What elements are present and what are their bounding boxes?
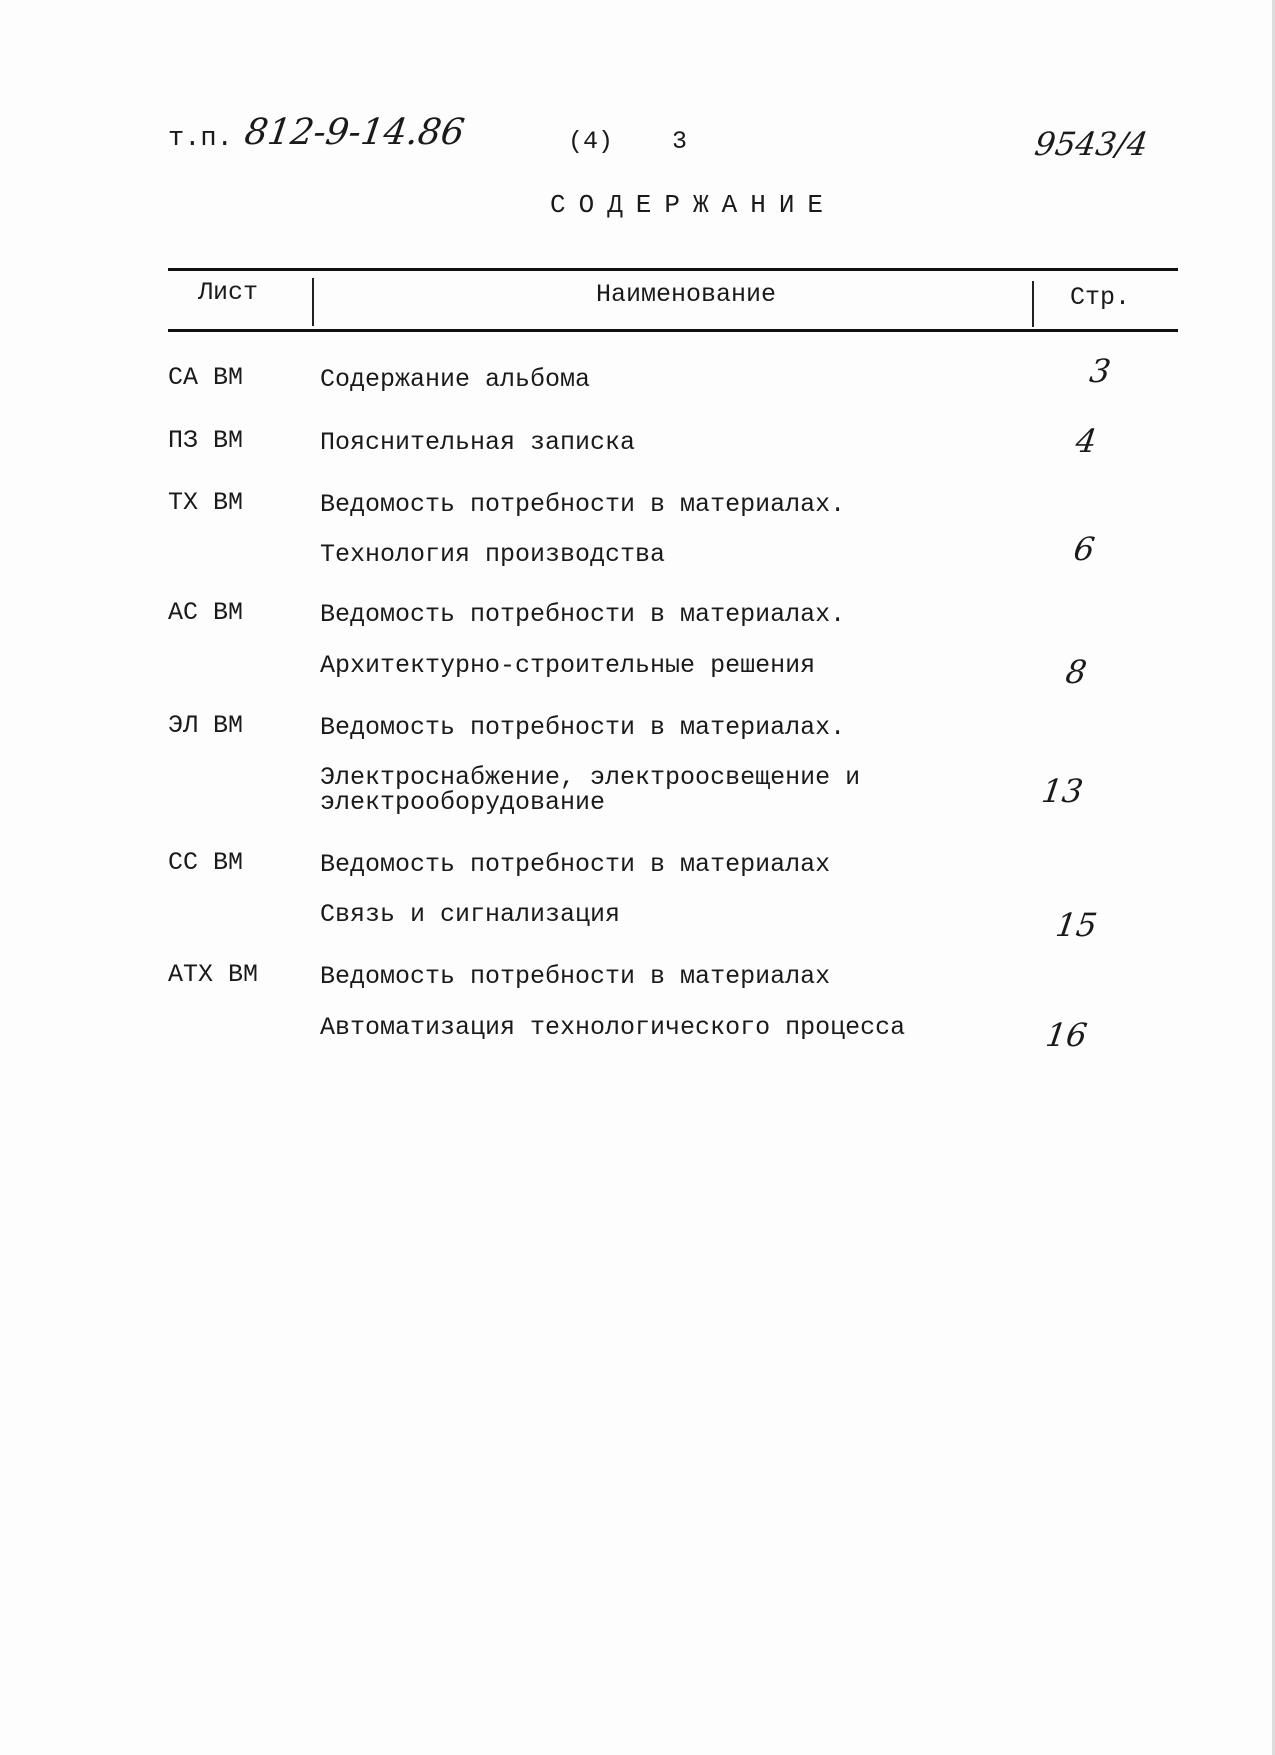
item-name: Связь и сигнализация [320, 900, 621, 929]
column-divider [1032, 281, 1034, 327]
item-name: Пояснительная записка [320, 428, 636, 457]
sheet-code: АС ВМ [168, 598, 244, 627]
item-name: Технология производства [320, 540, 666, 569]
header-prefix: т.п. [168, 124, 233, 154]
album-number: (4) [568, 127, 614, 156]
item-name: Автоматизация технологического процесса [320, 1013, 906, 1042]
column-header-page: Стр. [1070, 283, 1131, 312]
column-header-sheet: Лист [198, 278, 259, 307]
item-page: 16 [1043, 1016, 1090, 1054]
item-page: 6 [1071, 530, 1098, 568]
item-page: 4 [1073, 422, 1100, 460]
sheet-code: ЭЛ ВМ [168, 711, 244, 740]
sheet-code: ТХ ВМ [168, 488, 244, 517]
item-page: 3 [1087, 352, 1114, 390]
item-name: Содержание альбома [320, 365, 591, 394]
column-header-name: Наименование [596, 280, 777, 309]
item-name: Электроснабжение, электроосвещение и [320, 763, 861, 792]
item-name: Архитектурно-строительные решения [320, 651, 816, 680]
table-top-rule [168, 268, 1178, 271]
table-header-rule [168, 329, 1178, 332]
item-page: 15 [1053, 906, 1100, 944]
column-divider [312, 278, 314, 326]
page-title: СОДЕРЖАНИЕ [550, 190, 837, 220]
item-name: Ведомость потребности в материалах. [320, 713, 846, 742]
sheet-code: СА ВМ [168, 363, 244, 392]
sheet-code: ПЗ ВМ [168, 426, 244, 455]
item-name: Ведомость потребности в материалах. [320, 490, 846, 519]
item-page: 8 [1063, 653, 1090, 691]
sheet-code: АТХ ВМ [168, 960, 259, 989]
item-name: электрооборудование [320, 788, 606, 817]
sheet-code: СС ВМ [168, 848, 244, 877]
item-name: Ведомость потребности в материалах. [320, 600, 846, 629]
item-name: Ведомость потребности в материалах [320, 850, 831, 879]
page-number: 3 [672, 127, 688, 156]
item-name: Ведомость потребности в материалах [320, 962, 831, 991]
project-number: 812-9-14.86 [242, 112, 467, 153]
inventory-number: 9543/4 [1032, 125, 1151, 163]
item-page: 13 [1039, 772, 1086, 810]
